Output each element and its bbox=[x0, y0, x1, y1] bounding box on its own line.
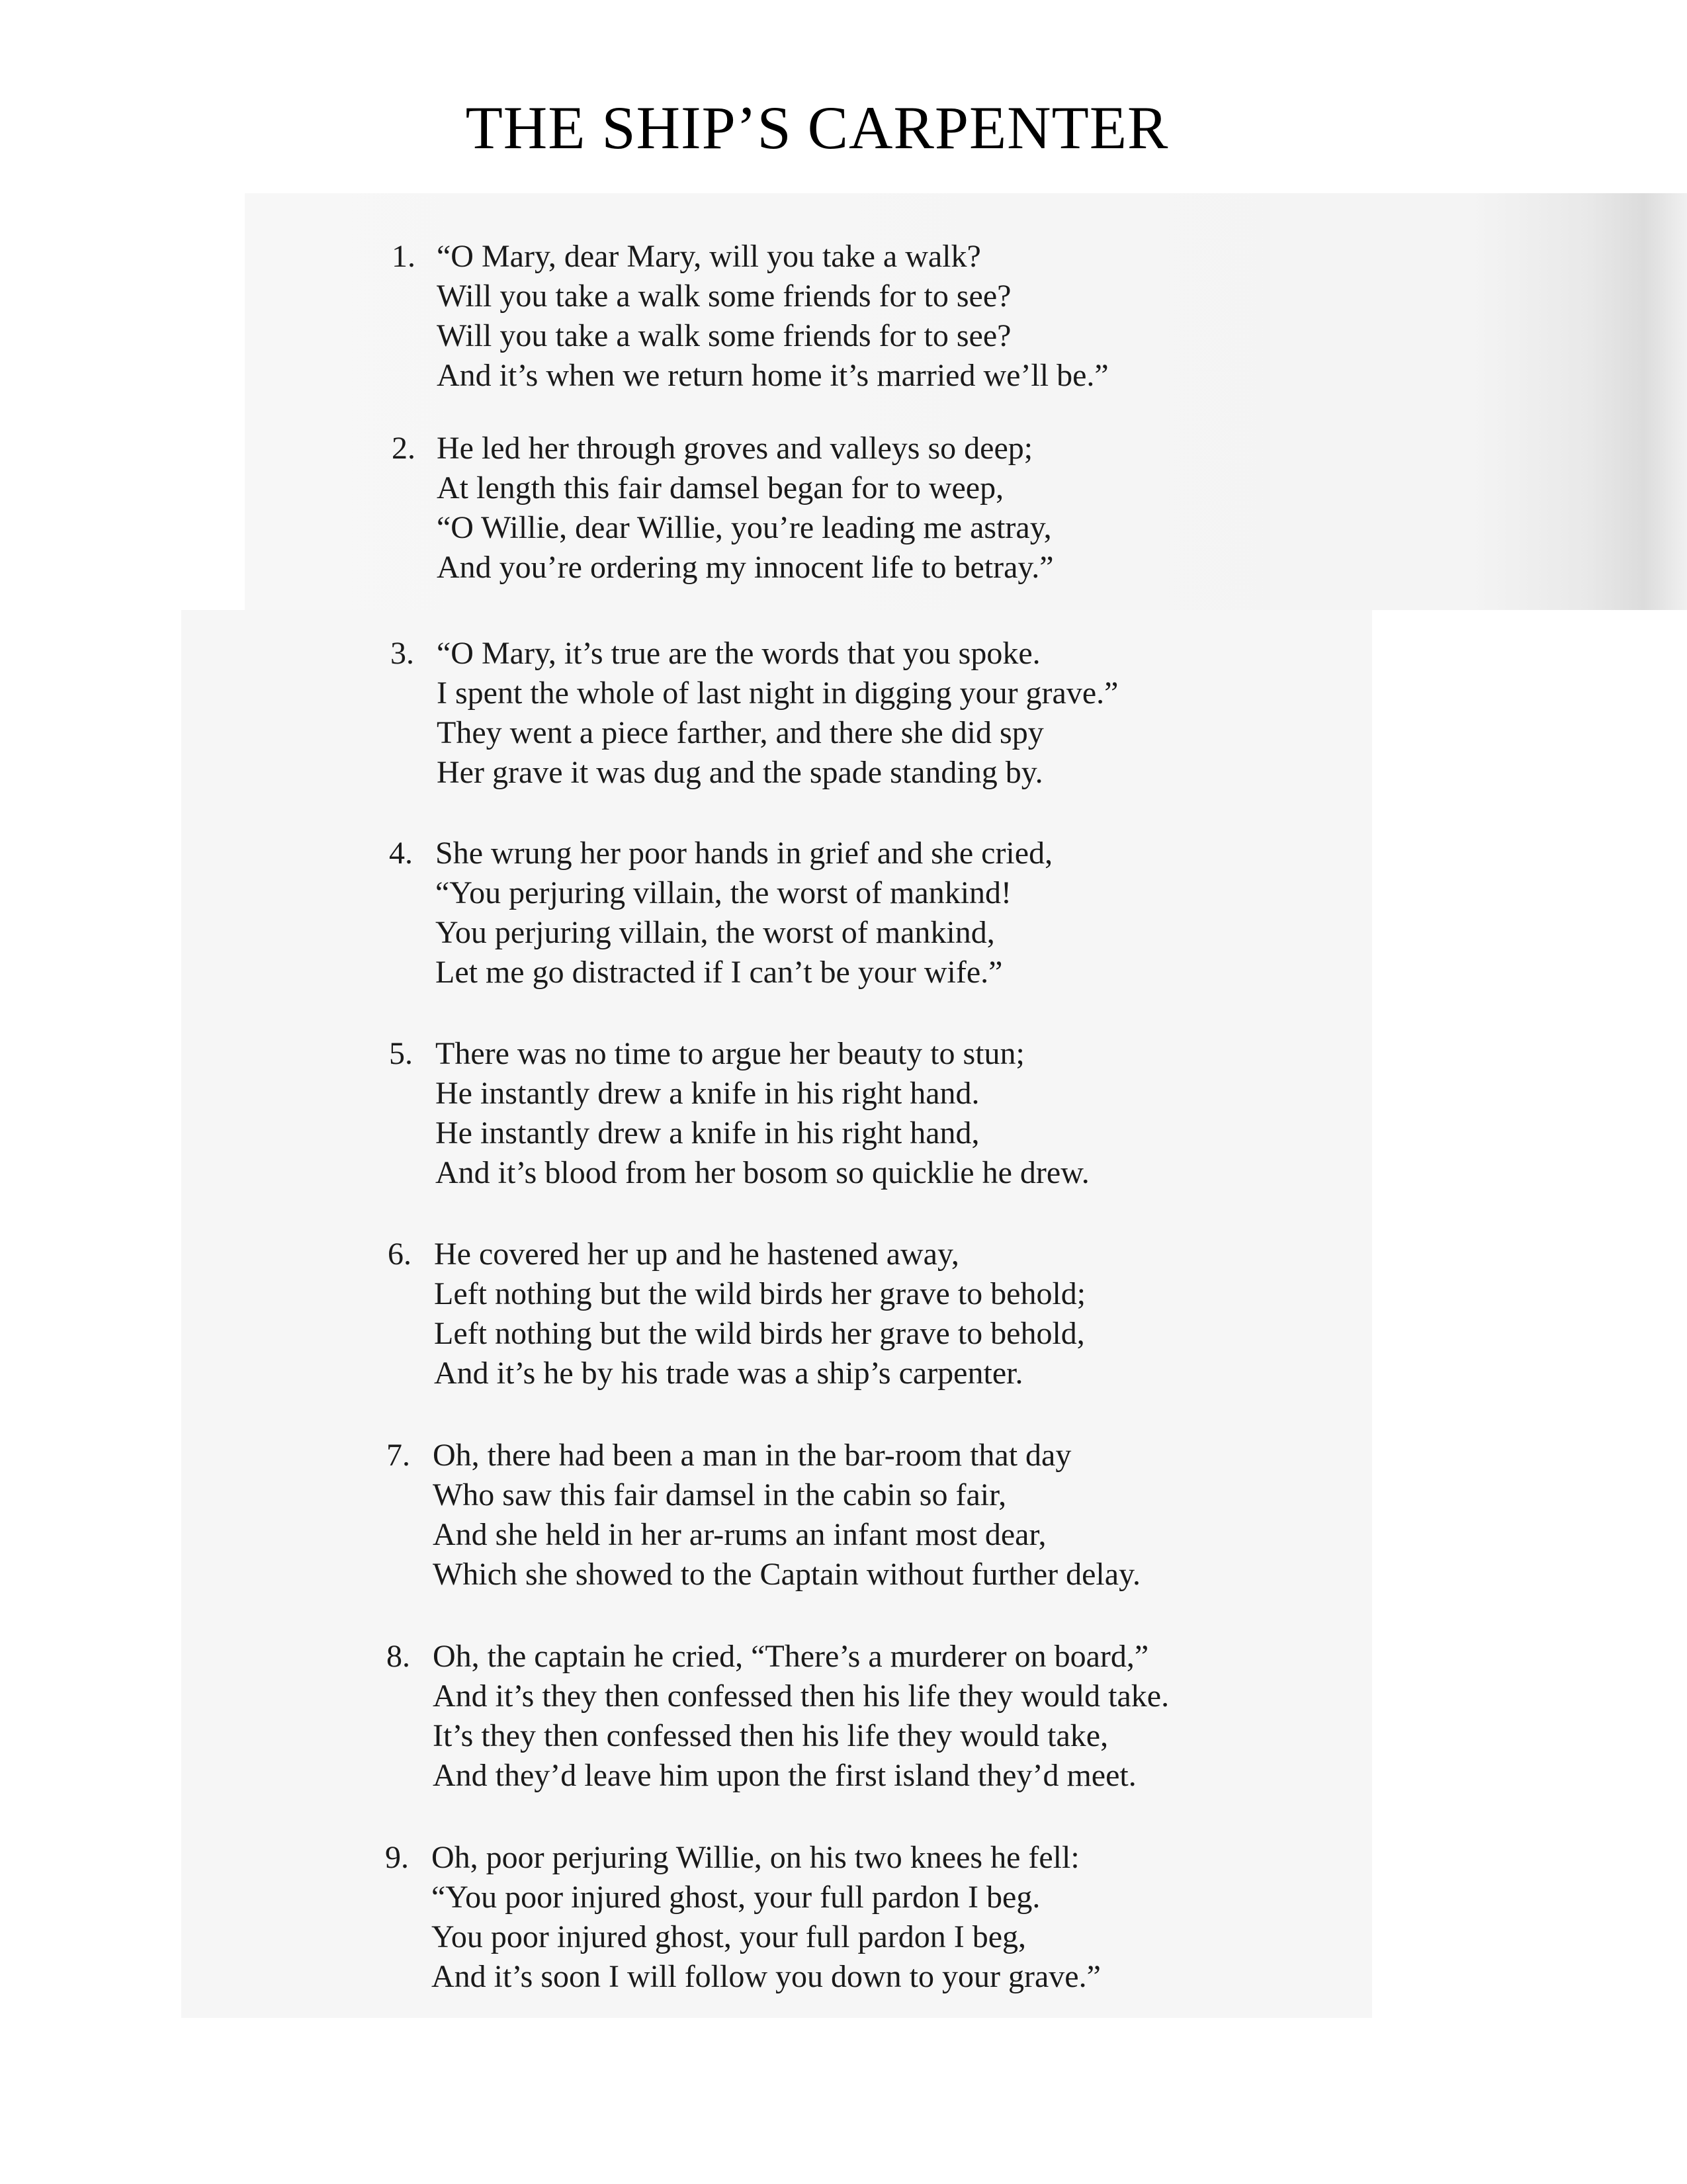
verse-number: 4. bbox=[389, 836, 413, 871]
verse-line: “You poor injured ghost, your full pardon I beg. bbox=[431, 1880, 1041, 1915]
verse-line: Oh, there had been a man in the bar-room that day bbox=[433, 1438, 1072, 1473]
verse-number: 8. bbox=[386, 1639, 410, 1674]
verse-line: Her grave it was dug and the spade standing by. bbox=[437, 755, 1043, 790]
verse-line: At length this fair damsel began for to weep, bbox=[437, 470, 1004, 505]
verse-line: And it’s soon I will follow you down to your grave.” bbox=[431, 1959, 1101, 1994]
verse-number: 6. bbox=[388, 1237, 411, 1272]
verse-line: Who saw this fair damsel in the cabin so fair, bbox=[433, 1477, 1007, 1512]
verse-line: “O Mary, it’s true are the words that you spoke. bbox=[437, 636, 1041, 671]
verse-line: Will you take a walk some friends for to see? bbox=[437, 318, 1012, 353]
verse-line: He instantly drew a knife in his right hand, bbox=[435, 1115, 980, 1151]
verse-line: “O Mary, dear Mary, will you take a walk? bbox=[437, 239, 981, 274]
verse-line: I spent the whole of last night in digging your grave.” bbox=[437, 676, 1119, 711]
verse-line: “O Willie, dear Willie, you’re leading me astray, bbox=[437, 510, 1052, 545]
verse-line: And it’s he by his trade was a ship’s carpenter. bbox=[434, 1356, 1023, 1391]
verse-line: There was no time to argue her beauty to stun; bbox=[435, 1036, 1025, 1071]
verse-line: Will you take a walk some friends for to see? bbox=[437, 279, 1012, 314]
verse-line: And you’re ordering my innocent life to betray.” bbox=[437, 550, 1054, 585]
verse-number: 2. bbox=[392, 431, 415, 466]
verse-line: Oh, the captain he cried, “There’s a murderer on board,” bbox=[433, 1639, 1149, 1674]
page-title: THE SHIP’S CARPENTER bbox=[465, 94, 1169, 161]
verse-line: He instantly drew a knife in his right hand. bbox=[435, 1076, 980, 1111]
verse-line: You perjuring villain, the worst of mankind, bbox=[435, 915, 995, 950]
verse-line: Let me go distracted if I can’t be your wife.” bbox=[435, 955, 1003, 990]
verse-line: And it’s they then confessed then his life they would take. bbox=[433, 1679, 1170, 1714]
verse-line: He led her through groves and valleys so deep; bbox=[437, 431, 1033, 466]
verse-line: “You perjuring villain, the worst of mankind! bbox=[435, 875, 1012, 910]
verse-line: She wrung her poor hands in grief and she cried, bbox=[435, 836, 1053, 871]
verse-number: 9. bbox=[385, 1840, 409, 1875]
verse-line: They went a piece farther, and there she did spy bbox=[437, 715, 1044, 750]
verse-line: You poor injured ghost, your full pardon I beg, bbox=[431, 1919, 1027, 1954]
verse-number: 7. bbox=[386, 1438, 410, 1473]
verse-line: It’s they then confessed then his life they would take, bbox=[433, 1718, 1109, 1753]
verse-number: 1. bbox=[392, 239, 415, 274]
verse-line: And it’s blood from her bosom so quicklie he drew. bbox=[435, 1155, 1090, 1190]
verse-number: 3. bbox=[390, 636, 414, 671]
verse-line: He covered her up and he hastened away, bbox=[434, 1237, 959, 1272]
verse-line: And they’d leave him upon the first island they’d meet. bbox=[433, 1758, 1137, 1793]
verse-line: Left nothing but the wild birds her grave to behold, bbox=[434, 1316, 1085, 1351]
verse-line: Which she showed to the Captain without further delay. bbox=[433, 1557, 1141, 1592]
verse-line: And she held in her ar-rums an infant most dear, bbox=[433, 1517, 1047, 1552]
verse-line: Oh, poor perjuring Willie, on his two knees he fell: bbox=[431, 1840, 1080, 1875]
verse-line: And it’s when we return home it’s married we’ll be.” bbox=[437, 358, 1109, 393]
verse-line: Left nothing but the wild birds her grave to behold; bbox=[434, 1276, 1086, 1311]
verse-number: 5. bbox=[389, 1036, 413, 1071]
